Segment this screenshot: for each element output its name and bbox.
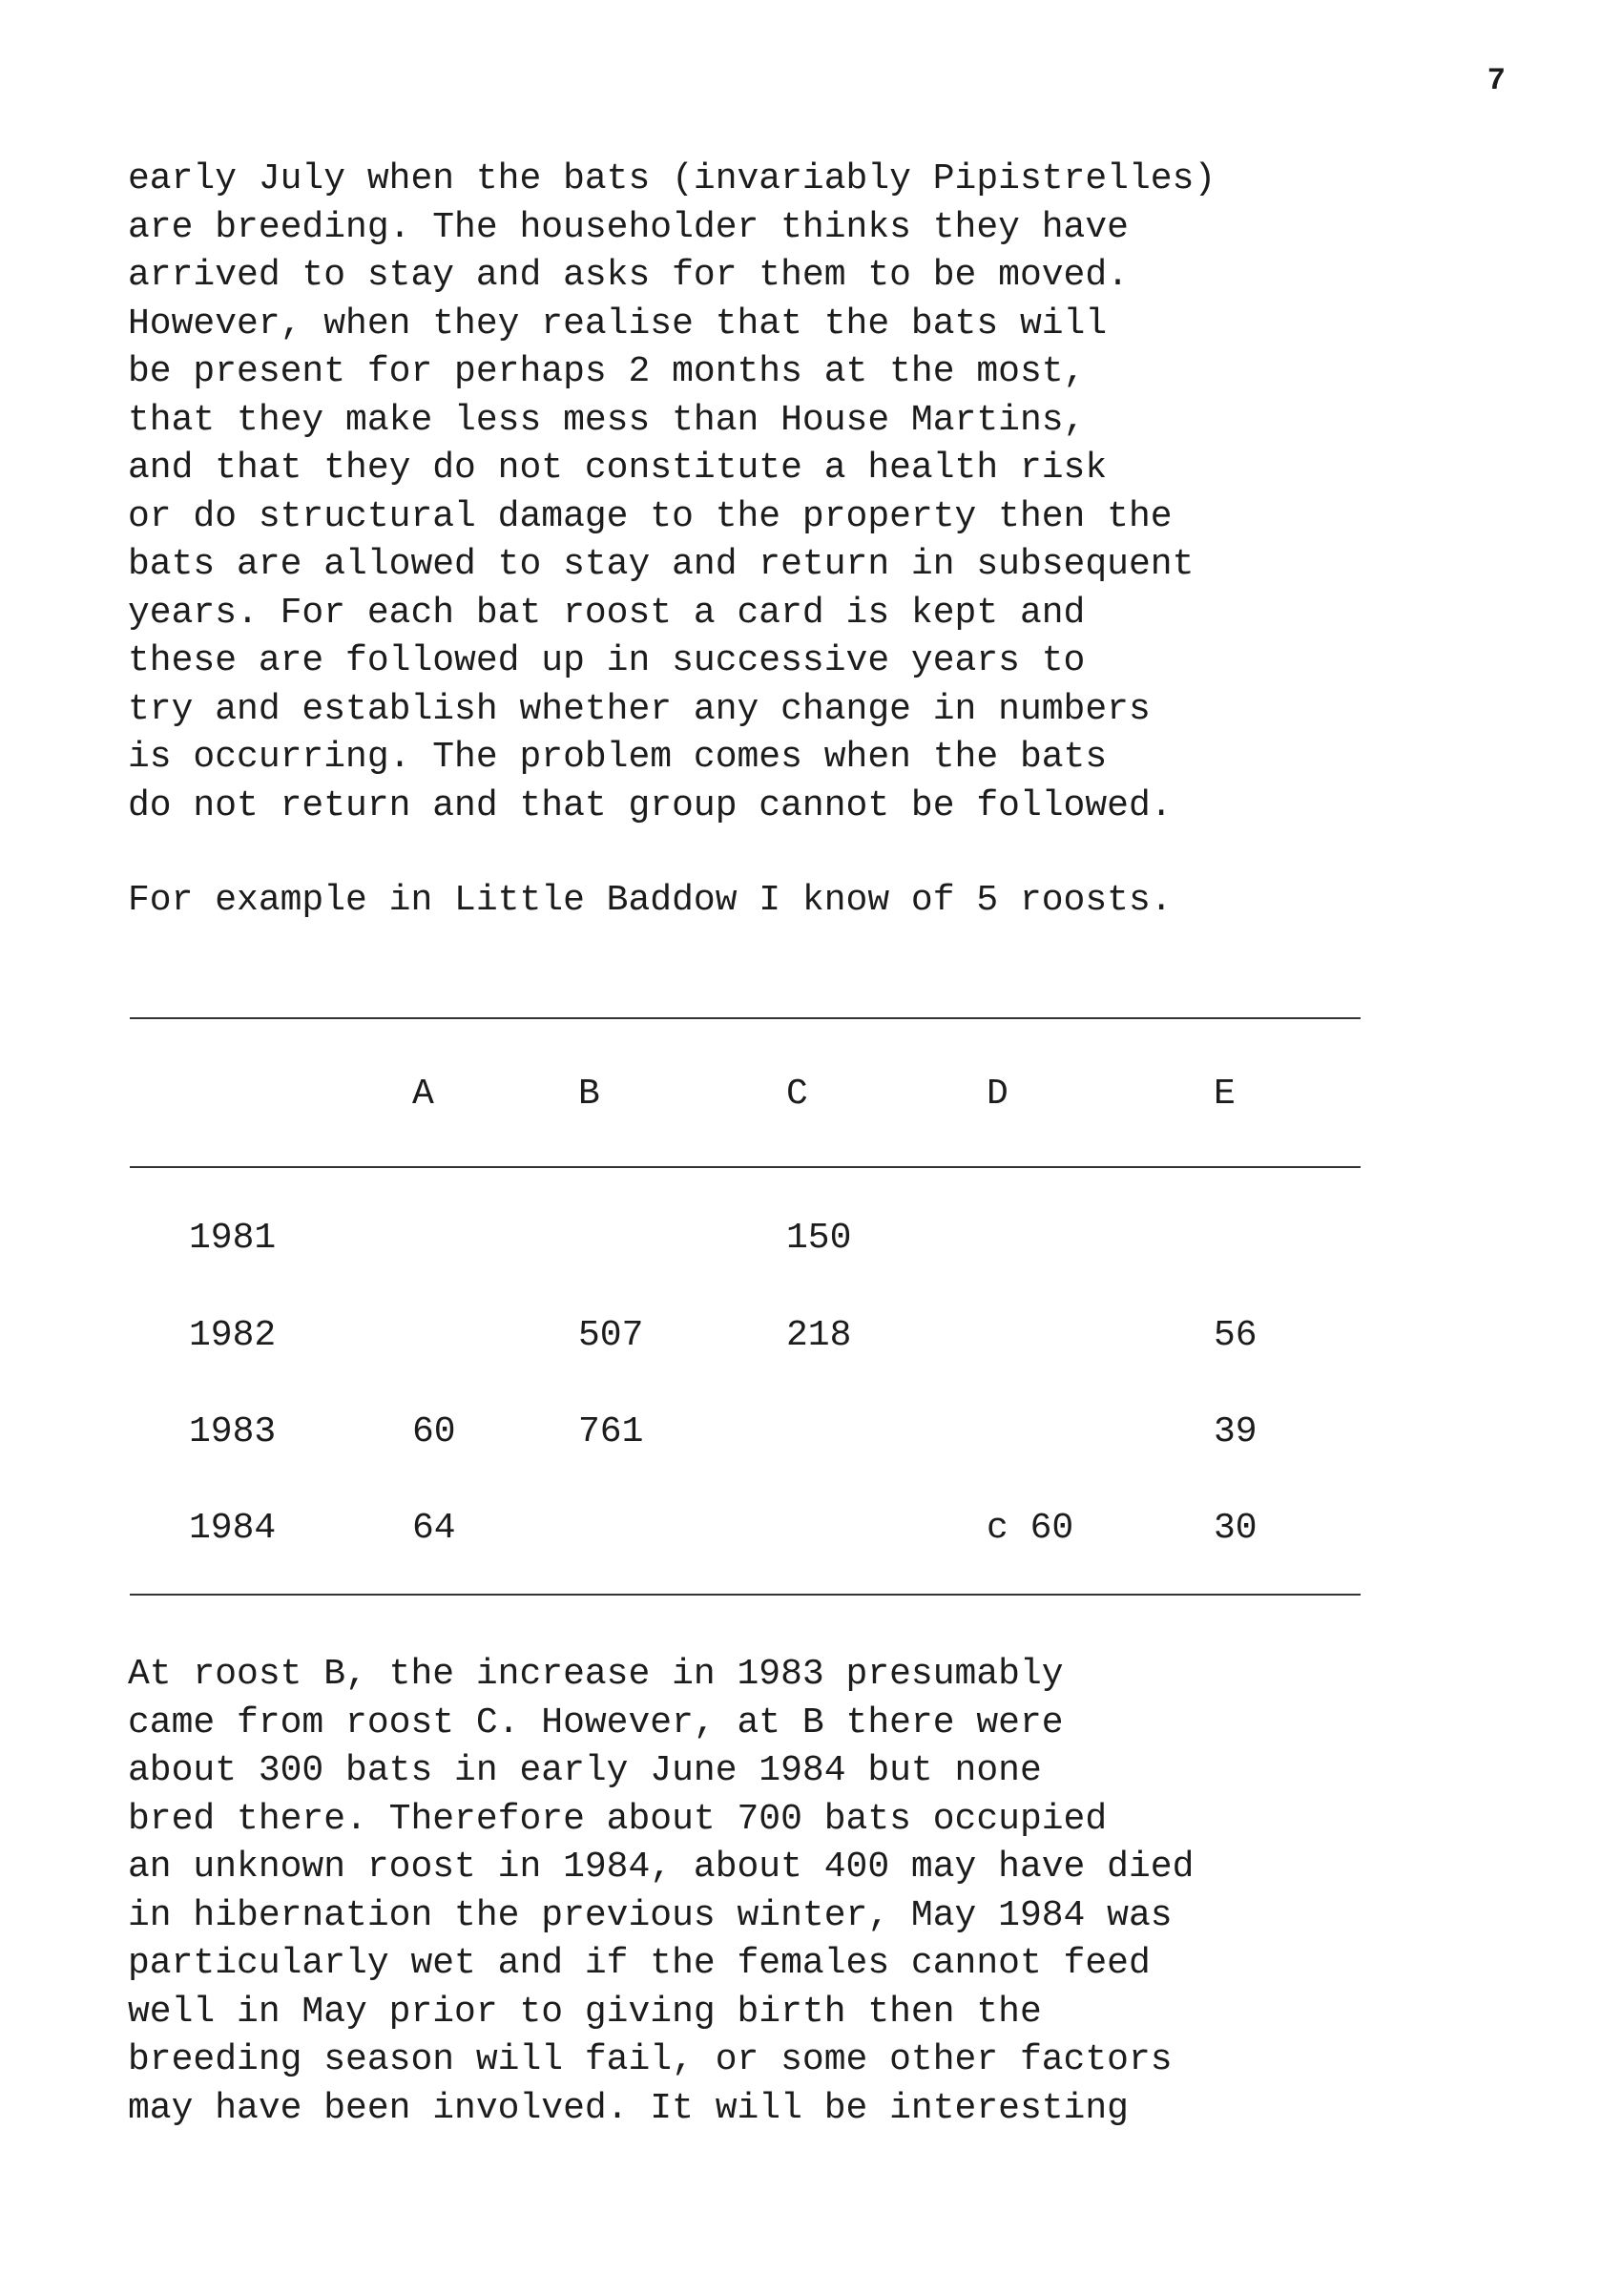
text-line: about 300 bats in early June 1984 but none: [128, 1750, 1042, 1791]
table-bottom-rule: [130, 1594, 1361, 1596]
text-line: came from roost C. However, at B there were: [128, 1701, 1064, 1743]
column-header-e: E: [1214, 1074, 1236, 1115]
text-line: well in May prior to giving birth then the: [128, 1991, 1042, 2033]
paragraph-1: [128, 156, 1559, 830]
table-row: [0, 1508, 1601, 1555]
text-line: may have been involved. It will be interesting: [128, 2087, 1129, 2129]
year-cell: 1981: [189, 1218, 277, 1259]
text-line: and that they do not constitute a health risk: [128, 448, 1108, 489]
text-line: do not return and that group cannot be followed.: [128, 784, 1173, 826]
text-line: an unknown roost in 1984, about 400 may have died: [128, 1847, 1195, 1888]
text-line: bats are allowed to stay and return in subsequent: [128, 544, 1195, 585]
table-top-rule: [130, 1017, 1361, 1019]
table-row: [0, 1411, 1601, 1459]
table-header-row: [0, 1074, 1601, 1121]
cell-c: 218: [786, 1315, 852, 1356]
text-line: is occurring. The problem comes when the bats: [128, 737, 1108, 778]
text-line: that they make less mess than House Martins,: [128, 399, 1086, 441]
cell-b: 761: [578, 1411, 644, 1452]
text-line: particularly wet and if the females cannot feed: [128, 1943, 1151, 1984]
column-header-b: B: [578, 1074, 600, 1115]
paragraph-3: [128, 1651, 1559, 2133]
column-header-d: D: [987, 1074, 1008, 1115]
text-line: At roost B, the increase in 1983 presumably: [128, 1654, 1064, 1695]
year-cell: 1983: [189, 1411, 277, 1452]
column-header-c: C: [786, 1074, 808, 1115]
text-line: early July when the bats (invariably Pipistrelles): [128, 158, 1216, 199]
column-header-a: A: [412, 1074, 434, 1115]
text-line: arrived to stay and asks for them to be moved.: [128, 255, 1129, 296]
cell-a: 64: [412, 1508, 456, 1549]
table-row: [0, 1315, 1601, 1363]
text-line: be present for perhaps 2 months at the most,: [128, 351, 1086, 392]
text-line: breeding season will fail, or some other factors: [128, 2039, 1173, 2080]
cell-e: 30: [1214, 1508, 1258, 1549]
cell-e: 39: [1214, 1411, 1258, 1452]
page-number: 7: [1487, 63, 1506, 98]
cell-c: 150: [786, 1218, 852, 1259]
text-line: For example in Little Baddow I know of 5 roosts.: [128, 880, 1173, 921]
text-line: years. For each bat roost a card is kept and: [128, 592, 1086, 634]
text-line: these are followed up in successive years to: [128, 640, 1086, 681]
table-row: [0, 1218, 1601, 1265]
text-line: try and establish whether any change in numbers: [128, 688, 1151, 730]
cell-e: 56: [1214, 1315, 1258, 1356]
year-cell: 1984: [189, 1508, 277, 1549]
text-line: However, when they realise that the bats will: [128, 303, 1108, 344]
text-line: are breeding. The householder thinks they have: [128, 206, 1129, 248]
cell-d: c 60: [987, 1508, 1074, 1549]
text-line: bred there. Therefore about 700 bats occupied: [128, 1798, 1108, 1840]
cell-b: 507: [578, 1315, 644, 1356]
table-header-rule: [130, 1166, 1361, 1168]
text-line: in hibernation the previous winter, May 1984 was: [128, 1894, 1173, 1936]
paragraph-2: [128, 877, 1559, 926]
text-line: or do structural damage to the property then the: [128, 495, 1173, 537]
year-cell: 1982: [189, 1315, 277, 1356]
cell-a: 60: [412, 1411, 456, 1452]
